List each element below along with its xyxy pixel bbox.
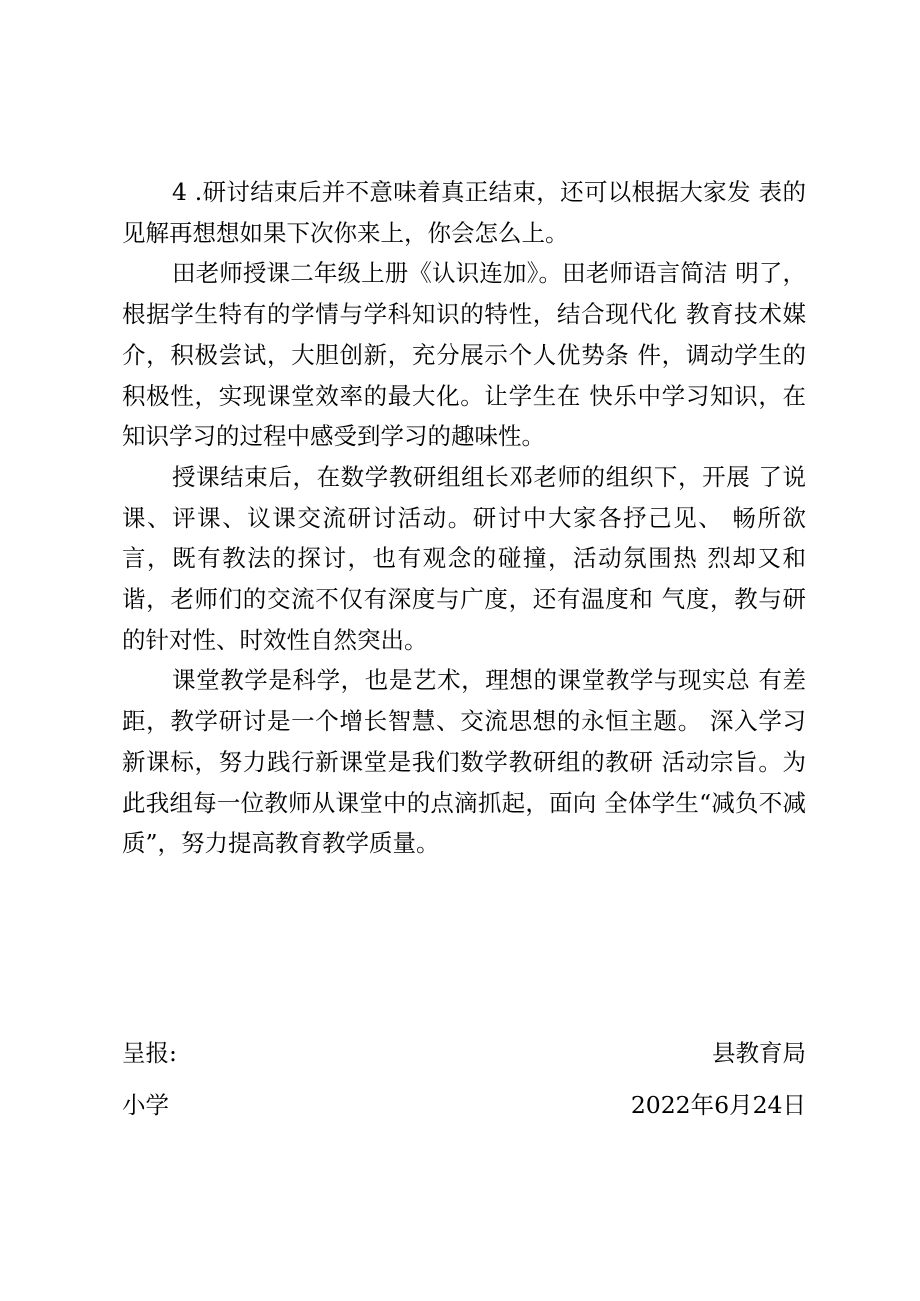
- document-body: [122, 172, 806, 864]
- paragraph-lesson-review: 田老师授课二年级上册《认识连加》。田老师语言简洁 明了，根据学生特有的学情与学科知识的特性，结合现代化 教育技术媒介，积极尝试，大胆创新，充分展示个人优势条 件，调动学生的积极性，实现课堂效率的最大化。让学生在 快乐中学习知识，在知识学习的过程中感受到学习的趣味性。: [122, 259, 806, 451]
- report-to-row: [122, 1038, 806, 1068]
- sender-name: 小学: [122, 1091, 169, 1119]
- report-to-label: 呈报:: [122, 1039, 177, 1067]
- paragraph-followup: 4 .研讨结束后并不意味着真正结束，还可以根据大家发 表的见解再想想如果下次你来上，你会怎么上。: [122, 178, 806, 247]
- paragraph-discussion: 授课结束后，在数学教研组组长邓老师的组织下，开展 了说课、评课、议课交流研讨活动。研讨中大家各抒己见、 畅所欲言，既有教法的探讨，也有观念的碰撞，活动氛围热 烈却又和谐，老师们的交流不仅有深度与广度，还有温度和 气度，教与研的针对性、时效性自然突出。: [122, 462, 806, 654]
- paragraph-conclusion: 课堂教学是科学，也是艺术，理想的课堂教学与现实总 有差距，教学研讨是一个增长智慧、交流思想的永恒主题。 深入学习新课标，努力践行新课堂是我们数学教研组的教研 活动宗旨。为此我组每一位教师从课堂中的点滴抓起，面向 全体学生“减负不减质”，努力提高教育教学质量。: [122, 666, 806, 858]
- sender-row: [122, 1090, 806, 1120]
- report-to-recipient: 县教育局: [712, 1039, 806, 1067]
- report-date: 2022年6月24日: [630, 1091, 806, 1119]
